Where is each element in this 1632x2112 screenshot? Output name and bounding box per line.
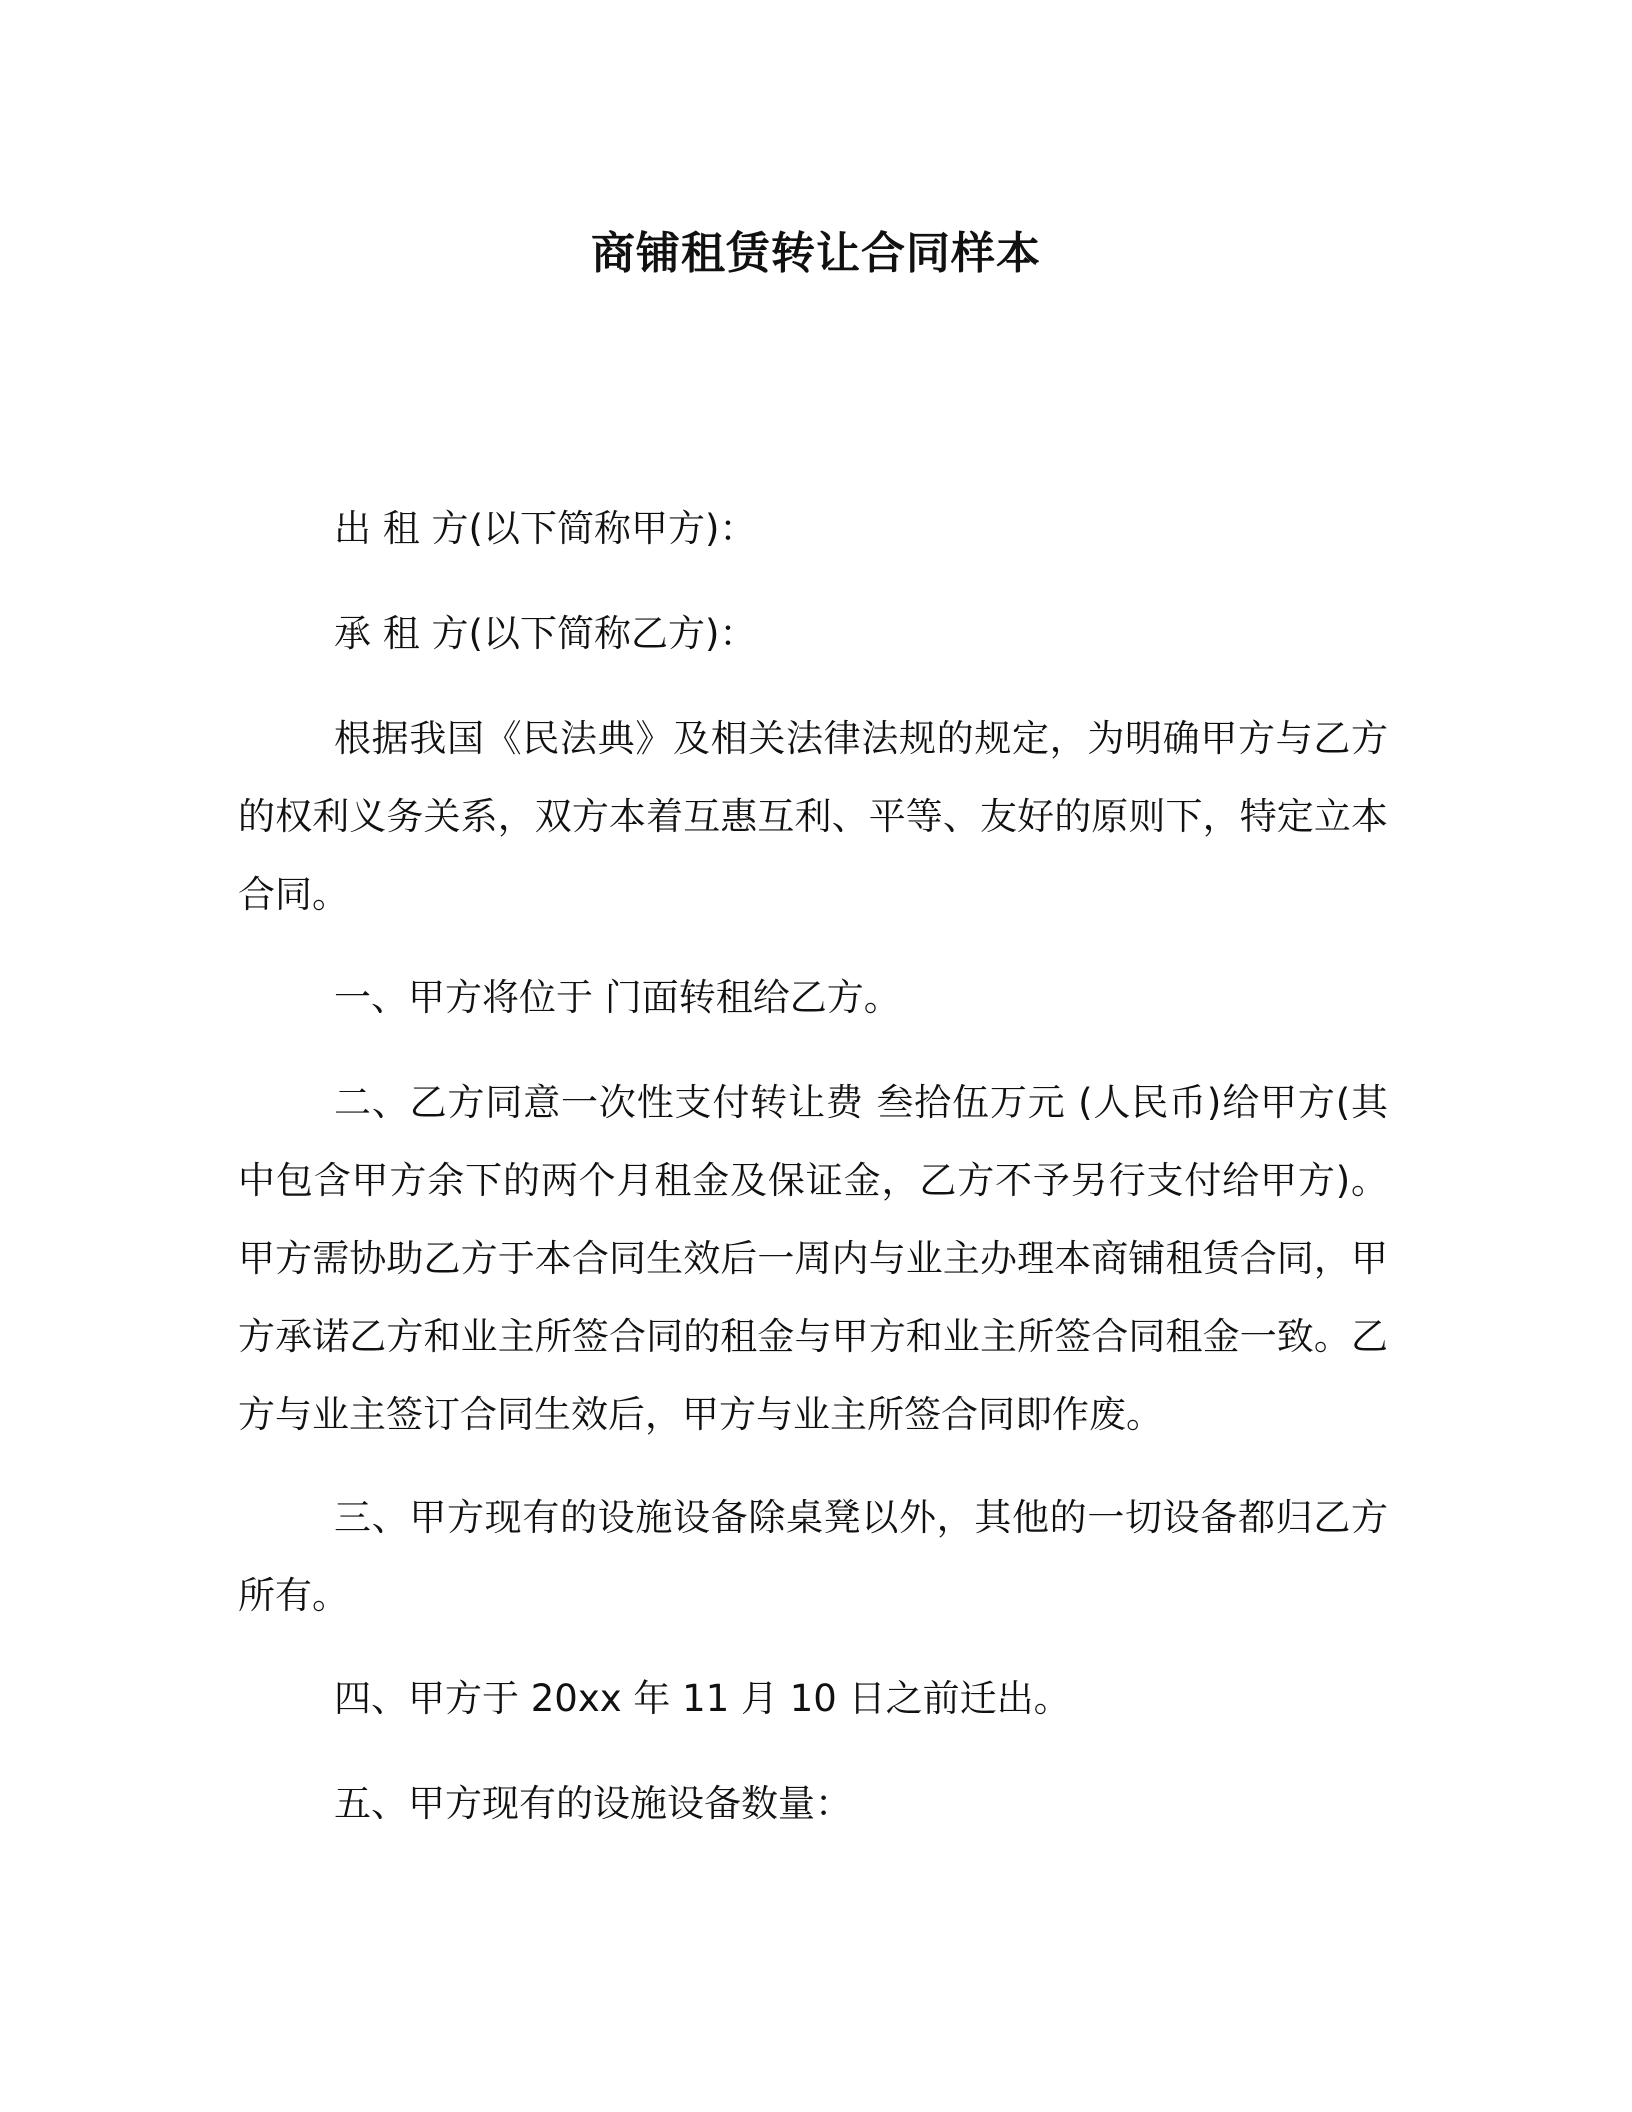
paragraph-lessee: 承 租 方(以下简称乙方)： [334, 612, 757, 655]
paragraph-clause-2: 二、乙方同意一次性支付转让费 叁拾伍万元 (人民币)给甲方(其中包含甲方余下的两个月租金及保证金，乙方不予另行支付给甲方)。甲方需协助乙方于本合同生效后一周内与业主办理本商铺租赁合同，甲方承诺乙方和业主所签合同的租金与甲方和业主所签合同租金一致。乙方与业主签订合同生效后，甲方与业主所签合同即作废。 [238, 1081, 1388, 1436]
document-title: 商铺租赁转让合同样本 [591, 228, 1041, 279]
paragraph-clause-3: 三、甲方现有的设施设备除桌凳以外，其他的一切设备都归乙方所有。 [238, 1496, 1388, 1617]
paragraph-lessor: 出 租 方(以下简称甲方)： [334, 507, 757, 550]
paragraph-clause-5: 五、甲方现有的设施设备数量： [334, 1782, 852, 1825]
document-body [238, 490, 1388, 1870]
paragraph-clause-4: 四、甲方于 20xx 年 11 月 10 日之前迁出。 [334, 1677, 1071, 1720]
paragraph-preamble: 根据我国《民法典》及相关法律法规的规定，为明确甲方与乙方的权利义务关系，双方本着互惠互利、平等、友好的原则下，特定立本合同。 [238, 717, 1388, 916]
paragraph-clause-1: 一、甲方将位于 门面转租给乙方。 [334, 976, 901, 1019]
